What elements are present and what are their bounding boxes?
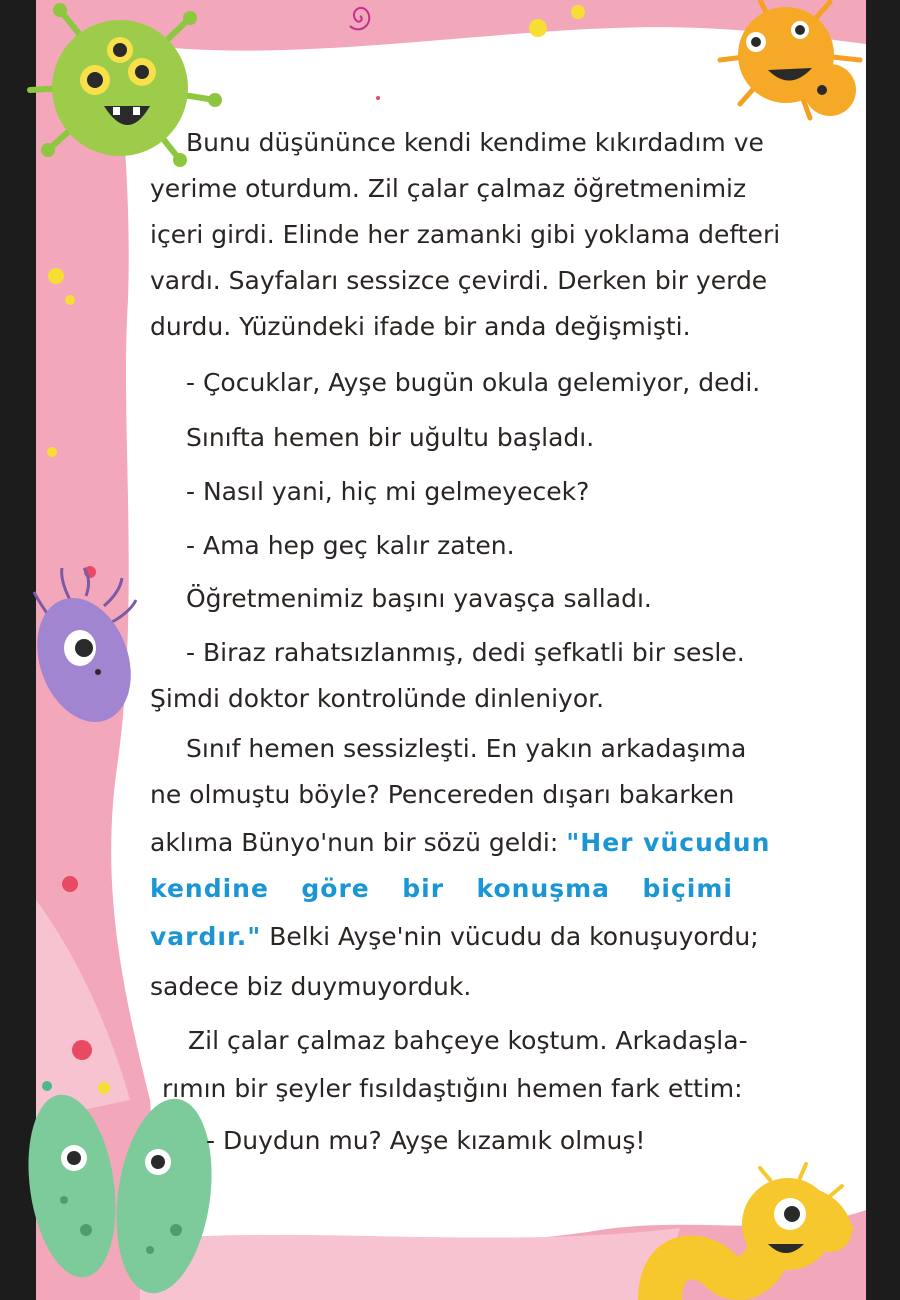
highlighted-quote: kendine göre bir konuşma biçimi <box>150 874 733 903</box>
story-line: vardı. Sayfaları sessizce çevirdi. Derken bir yerde <box>150 266 768 295</box>
story-line: yerime oturdum. Zil çalar çalmaz öğretmenimiz <box>150 174 747 203</box>
story-line: sadece biz duymuyorduk. <box>150 972 472 1001</box>
story-text-segment: Belki Ayşe'nin vücudu da konuşuyordu; <box>261 922 759 951</box>
story-line <box>150 828 771 858</box>
story-line: - Biraz rahatsızlanmış, dedi şefkatli bir sesle. <box>186 638 745 667</box>
story-line: - Ama hep geç kalır zaten. <box>186 531 515 560</box>
story-line <box>150 922 759 952</box>
story-line: - Nasıl yani, hiç mi gelmeyecek? <box>186 477 590 506</box>
story-line: - Çocuklar, Ayşe bugün okula gelemiyor, dedi. <box>186 368 761 397</box>
story-line: rımın bir şeyler fısıldaştığını hemen fark ettim: <box>162 1074 743 1103</box>
story-line: içeri girdi. Elinde her zamanki gibi yoklama defteri <box>150 220 781 249</box>
story-line: Şimdi doktor kontrolünde dinleniyor. <box>150 684 605 713</box>
story-line: durdu. Yüzündeki ifade bir anda değişmişti. <box>150 312 691 341</box>
story-line: ne olmuştu böyle? Pencereden dışarı bakarken <box>150 780 735 809</box>
story-line: Bunu düşününce kendi kendime kıkırdadım ve <box>186 128 764 157</box>
highlighted-quote: vardır." <box>150 922 262 951</box>
highlighted-quote: "Her vücudun <box>566 828 771 857</box>
story-text-segment: aklıma Bünyo'nun bir sözü geldi: <box>150 828 567 857</box>
story-line: Sınıfta hemen bir uğultu başladı. <box>186 423 595 452</box>
story-line: - Duydun mu? Ayşe kızamık olmuş! <box>206 1126 646 1155</box>
story-line: Sınıf hemen sessizleşti. En yakın arkadaşıma <box>186 734 747 763</box>
story-line: Öğretmenimiz başını yavaşça salladı. <box>186 584 652 613</box>
story-line: Zil çalar çalmaz bahçeye koştum. Arkadaşla- <box>188 1026 748 1055</box>
